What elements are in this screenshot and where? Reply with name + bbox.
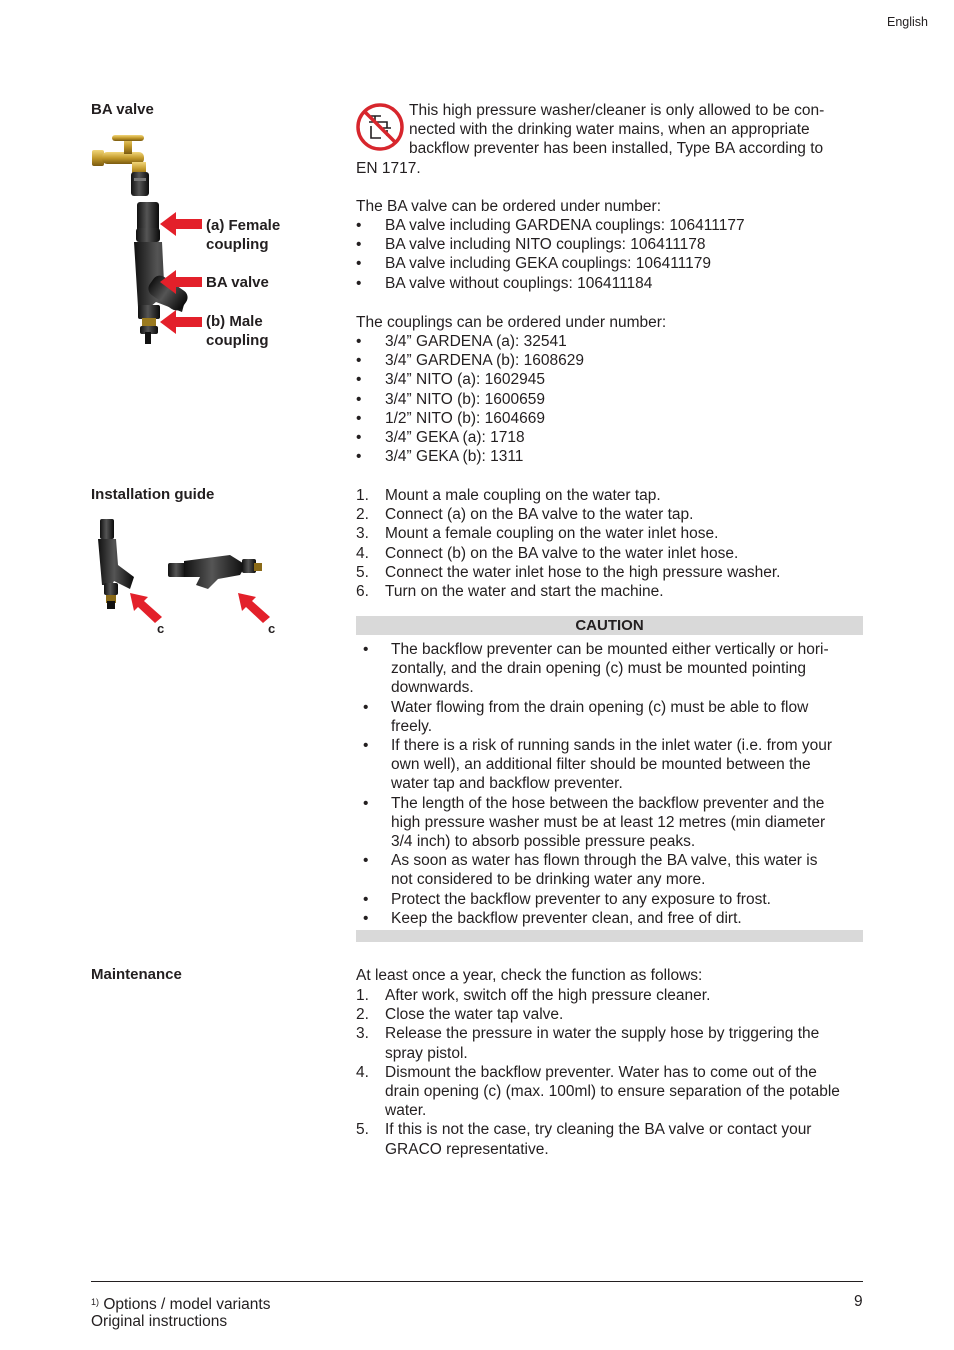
list-item-text: Connect (b) on the BA valve to the water inlet hose. [385,544,739,562]
list-item [356,640,866,698]
list-item-text: 3/4” GARDENA (b): 1608629 [385,352,585,370]
list-item-text: Connect (a) on the BA valve to the water tap. [385,506,694,524]
line: not considered to be drinking water any more. [391,871,706,889]
list-item-text: Connect the water inlet hose to the high pressure washer. [385,563,781,581]
list-item [356,216,866,235]
list-item [356,332,866,351]
step-number: 1. [356,487,369,504]
list-item-text: 3/4” NITO (a): 1602945 [385,371,545,389]
bullet: • [356,448,362,466]
drain-label-c: c [268,621,276,636]
list-item [356,794,866,852]
water-tap-icon [92,135,149,196]
arrow-drain-opening-icon [130,593,162,623]
installation-illustration [90,515,285,625]
language-label: English [887,15,928,29]
warning-line: backflow preventer has been installed, Type BA according to [409,140,824,158]
callout-female-coupling [206,216,280,255]
doc-type: Original instructions [91,1313,228,1330]
step-number: 1. [356,987,369,1004]
line: zontally, and the drain opening (c) must be mounted pointing [391,660,807,678]
bullet: • [356,274,362,292]
list-item [356,428,866,447]
bullet: • [356,390,362,408]
list-item [356,1024,866,1062]
footnote-text: Options / model variants [103,1296,271,1313]
line: spray pistol. [385,1044,468,1062]
list-item [356,890,866,909]
warning-line: EN 1717. [356,160,421,177]
line: After work, switch off the high pressure cleaner. [385,987,711,1004]
line: drain opening (c) (max. 100ml) to ensure separation of the potable [385,1083,840,1101]
line: GRACO representative. [385,1140,549,1158]
list-item-text: BA valve including NITO couplings: 106411178 [385,236,706,254]
arrow-male-coupling-icon [160,310,202,334]
step-number: 6. [356,583,369,601]
bullet: • [363,794,369,812]
bullet: • [363,852,369,870]
list-item [356,851,866,889]
warning-line: This high pressure washer/cleaner is only allowed to be con- [409,102,825,119]
callout-female-line2: coupling [206,236,269,254]
caution-list [356,640,866,928]
maintenance-intro: At least once a year, check the function as follows: [356,967,703,984]
bullet: • [356,236,362,254]
list-item-text: BA valve including GARDENA couplings: 106411177 [385,217,745,234]
list-item [356,1120,866,1158]
section-heading-ba-valve: BA valve [91,101,154,118]
list-item [356,274,866,293]
list-item [356,1063,866,1121]
list-item-text: 3/4” GARDENA (a): 32541 [385,333,567,350]
list-item-text: 3/4” GEKA (b): 1311 [385,448,524,466]
bullet: • [363,890,369,908]
bullet: • [363,737,369,755]
warning-text-wrapped [409,101,824,159]
list-item-text: BA valve without couplings: 106411184 [385,274,653,292]
arrow-drain-opening-icon [238,593,270,623]
bullet: • [363,909,369,927]
callout-male-coupling [206,312,269,351]
ba-order-list [356,216,866,293]
line: own well), an additional filter should be mounted between the [391,756,811,774]
bullet: • [356,255,362,273]
line: As soon as water has flown through the BA valve, this water is [391,852,818,870]
list-item-text: Mount a female coupling on the water inlet hose. [385,525,719,543]
line: If this is not the case, try cleaning the BA valve or contact your [385,1121,812,1139]
bullet: • [363,698,369,716]
step-number: 5. [356,1121,369,1139]
list-item [356,235,866,254]
valve-vertical-icon [98,519,134,609]
list-item-text: Mount a male coupling on the water tap. [385,487,661,504]
list-item [356,563,866,582]
bullet: • [356,333,362,350]
callout-ba-valve: BA valve [206,274,269,291]
step-number: 5. [356,563,369,581]
list-item [356,254,866,273]
footnote-mark: 1) [91,1297,100,1307]
bullet: • [356,429,362,447]
list-item [356,582,866,601]
bullet: • [356,217,362,234]
step-number: 2. [356,1006,369,1024]
step-number: 4. [356,544,369,562]
line: If there is a risk of running sands in the inlet water (i.e. from your [391,737,833,755]
line: freely. [391,717,433,735]
bullet: • [356,352,362,370]
step-number: 2. [356,506,369,524]
no-drinking-water-connection-icon [355,102,405,152]
line: The length of the hose between the backflow preventer and the [391,794,825,812]
list-item [356,351,866,370]
line: Release the pressure in water the supply hose by triggering the [385,1025,820,1043]
page-number: 9 [854,1293,863,1310]
warning-line: nected with the drinking water mains, when an appropriate [409,121,810,139]
bullet: • [356,371,362,389]
step-number: 3. [356,525,369,543]
list-item-text: BA valve including GEKA couplings: 106411179 [385,255,712,273]
arrow-female-coupling-icon [160,212,202,236]
list-item [356,544,866,563]
line: water tap and backflow preventer. [391,775,623,793]
step-number: 3. [356,1025,369,1043]
caution-footer-bar [356,930,863,942]
bullet: • [363,641,369,658]
line: Dismount the backflow preventer. Water has to come out of the [385,1063,817,1081]
callout-male-line2: coupling [206,332,269,350]
callout-arrows [158,210,204,335]
line: Water flowing from the drain opening (c) must be able to flow [391,698,809,716]
list-item [356,909,866,928]
ba-order-intro: The BA valve can be ordered under number: [356,198,662,215]
list-item-text: 1/2” NITO (b): 1604669 [385,409,545,427]
couplings-order-list [356,332,866,466]
list-item [356,524,866,543]
line: Close the water tap valve. [385,1006,564,1024]
list-item-text: Turn on the water and start the machine. [385,583,664,601]
list-item-text: 3/4” GEKA (a): 1718 [385,429,525,447]
line: Protect the backflow preventer to any exposure to frost. [391,890,771,908]
line: 3/4 inch) to absorb possible pressure peaks. [391,833,696,851]
list-item [356,505,866,524]
section-heading-maintenance: Maintenance [91,966,182,983]
list-item [356,447,866,466]
list-item-text: 3/4” NITO (b): 1600659 [385,390,545,408]
caution-header: CAUTION [356,616,863,635]
line: The backflow preventer can be mounted either vertically or hori- [391,641,829,658]
callout-female-line1: (a) Female [206,217,281,234]
couplings-order-intro: The couplings can be ordered under number: [356,314,667,331]
callout-male-line1: (b) Male [206,313,263,330]
step-number: 4. [356,1063,369,1081]
section-heading-installation: Installation guide [91,486,215,503]
line: Keep the backflow preventer clean, and free of dirt. [391,909,742,927]
list-item [356,390,866,409]
line: water. [385,1102,427,1120]
maintenance-steps-list [356,986,866,1159]
installation-steps-list [356,486,866,601]
line: downwards. [391,679,474,697]
list-item [356,698,866,736]
line: high pressure washer must be at least 12 metres (min diameter [391,813,826,831]
list-item [356,370,866,389]
list-item [356,736,866,794]
drain-label-c: c [157,621,165,636]
list-item [356,986,866,1005]
valve-horizontal-icon [168,555,262,589]
list-item [356,486,866,505]
footer-rule [91,1281,863,1282]
bullet: • [356,409,362,427]
list-item [356,409,866,428]
list-item [356,1005,866,1024]
arrow-ba-valve-icon [160,270,202,294]
